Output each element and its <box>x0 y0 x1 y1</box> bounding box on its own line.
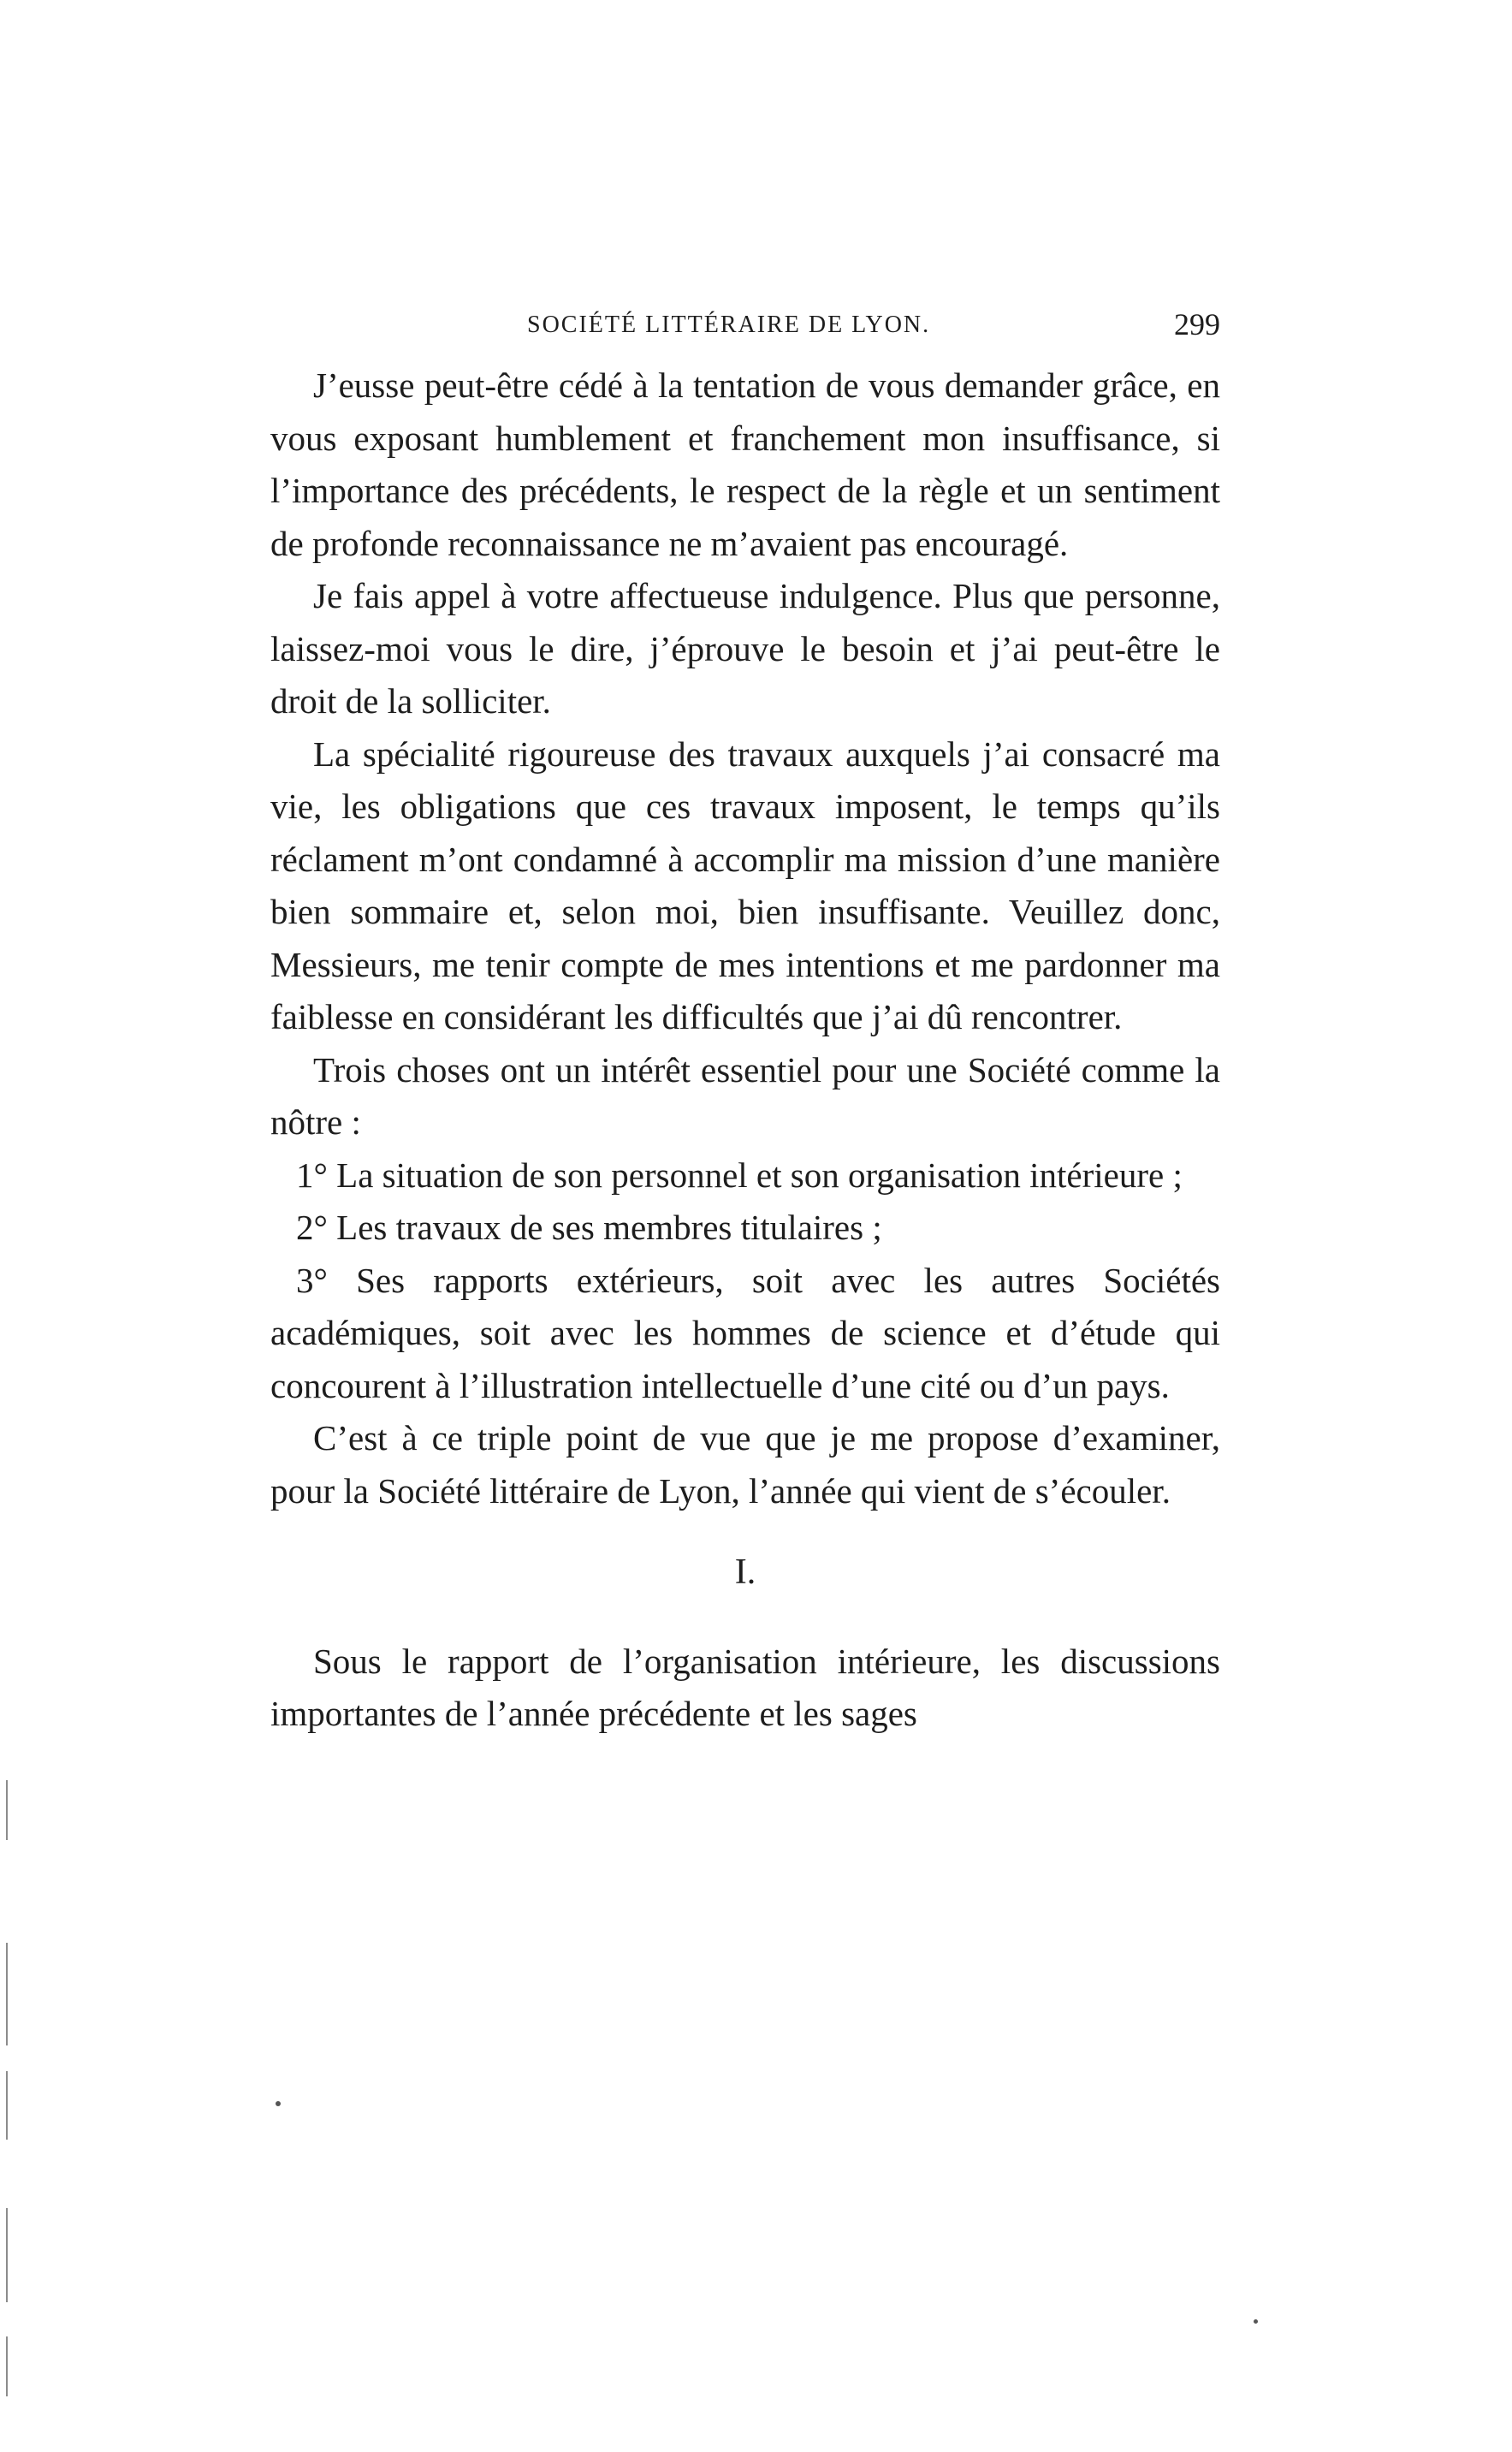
scan-mark <box>6 1780 8 1840</box>
page-number: 299 <box>1174 307 1220 341</box>
scan-mark <box>6 2208 8 2302</box>
running-head <box>270 306 1220 349</box>
list-item-personnel: 1° La situation de son personnel et son organisation intérieure ; <box>296 1155 1183 1195</box>
section-heading: I. <box>734 1553 756 1592</box>
scan-mark <box>1254 2319 1258 2324</box>
paragraph-request-grace: J’eusse peut-être cédé à la tentation de vous demander grâce, en vous exposant humblement et franchement mon insuffisance, si l’importance des précédents, le respect de la règle et un sentiment de profonde reconnaissance ne m’avaient pas encouragé. <box>270 365 1220 563</box>
scan-mark <box>6 2071 8 2140</box>
paragraph-indulgence: Je fais appel à votre affectueuse indulgence. Plus que personne, laissez-moi vous le dire, j’éprouve le besoin et j’ai peut-être le droit de la solliciter. <box>270 576 1220 721</box>
running-title: SOCIÉTÉ LITTÉRAIRE DE LYON. <box>527 312 931 338</box>
scan-mark <box>276 2101 281 2106</box>
list-item-relations: 3° Ses rapports extérieurs, soit avec les autres Sociétés académiques, soit avec les hommes de science et d’étude qui concourent à l’illustration intellectuelle d’une cité ou d’un pays. <box>270 1260 1220 1405</box>
paragraph-specialty: La spécialité rigoureuse des travaux auxquels j’ai consacré ma vie, les obligations que ces travaux imposent, le temps qu’ils réclament m’ont condamné à accomplir ma mission d’une manière bien sommaire et, selon moi, bien insuffisante. Veuillez donc, Messieurs, me tenir compte de mes intentions et me pardonner ma faiblesse en considérant les difficultés que j’ai dû rencontrer. <box>270 733 1220 1036</box>
scan-mark <box>6 1943 8 2045</box>
paragraph-triple-point: C’est à ce triple point de vue que je me propose d’examiner, pour la Société littéraire de Lyon, l’année qui vient de s’écouler. <box>270 1418 1220 1511</box>
list-item-works: 2° Les travaux de ses membres titulaires ; <box>296 1208 882 1247</box>
paragraph-three-things: Trois choses ont un intérêt essentiel pour une Société comme la nôtre : <box>270 1049 1220 1142</box>
paragraph-organisation: Sous le rapport de l’organisation intérieure, les discussions importantes de l’année précédente et les sages <box>270 1641 1220 1733</box>
body-text <box>270 359 1220 1741</box>
scan-mark <box>6 2336 8 2396</box>
